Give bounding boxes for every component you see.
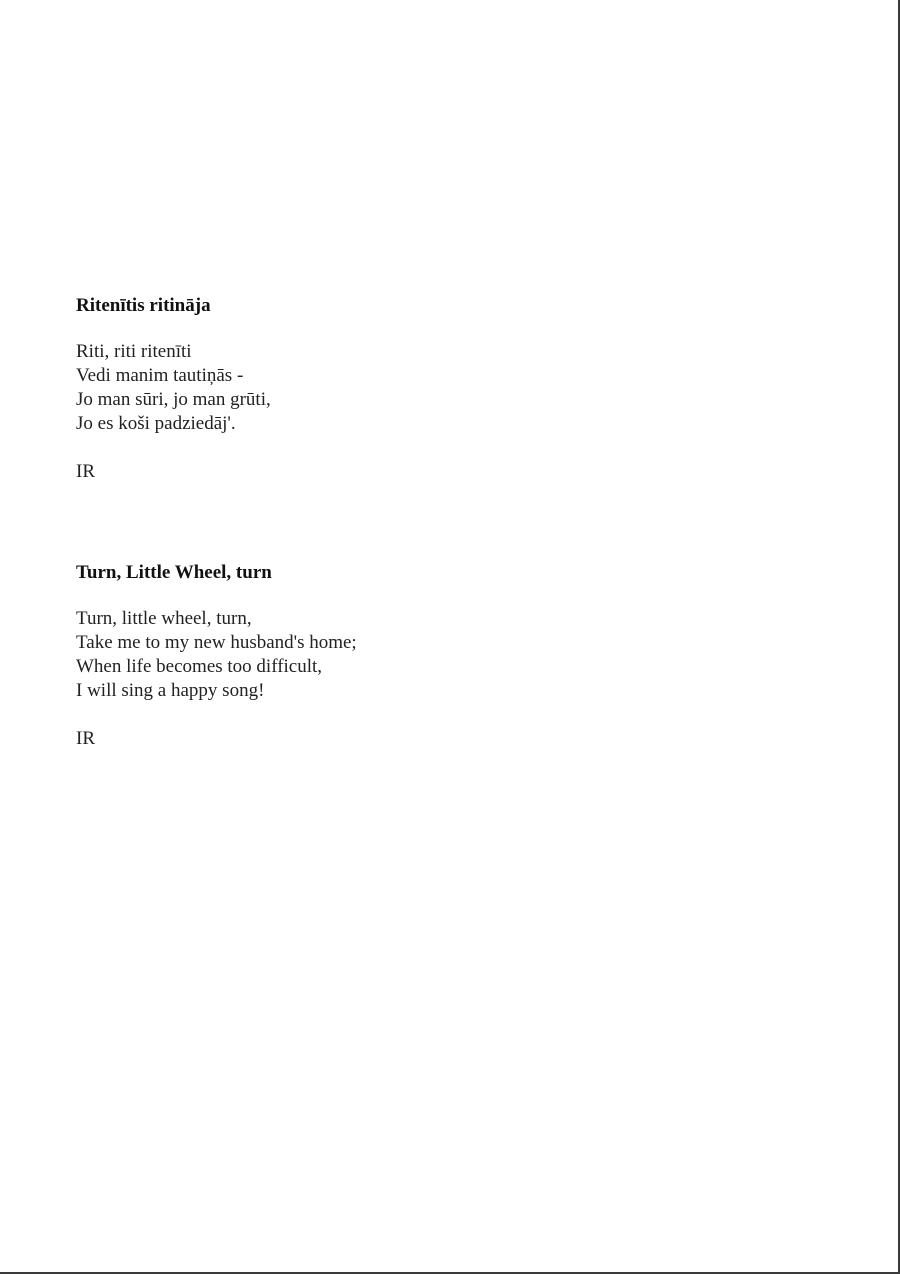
poem-line: Turn, little wheel, turn, (76, 608, 252, 629)
poem-line: I will sing a happy song! (76, 680, 265, 701)
poem-title: Ritenītis ritināja (76, 295, 211, 316)
poem-line: Riti, riti ritenīti (76, 341, 192, 362)
poem-latvian (76, 294, 776, 484)
poem-title: Turn, Little Wheel, turn (76, 562, 272, 583)
poem-line: Jo es koši padziedāj'. (76, 413, 236, 434)
poem-line: When life becomes too difficult, (76, 656, 323, 677)
poem-line: Jo man sūri, jo man grūti, (76, 389, 271, 410)
poem-author: IR (76, 461, 95, 482)
poem-english (76, 561, 776, 751)
poem-line: Vedi manim tautiņās - (76, 365, 244, 386)
poem-line: Take me to my new husband's home; (76, 632, 357, 653)
poem-author: IR (76, 728, 95, 749)
